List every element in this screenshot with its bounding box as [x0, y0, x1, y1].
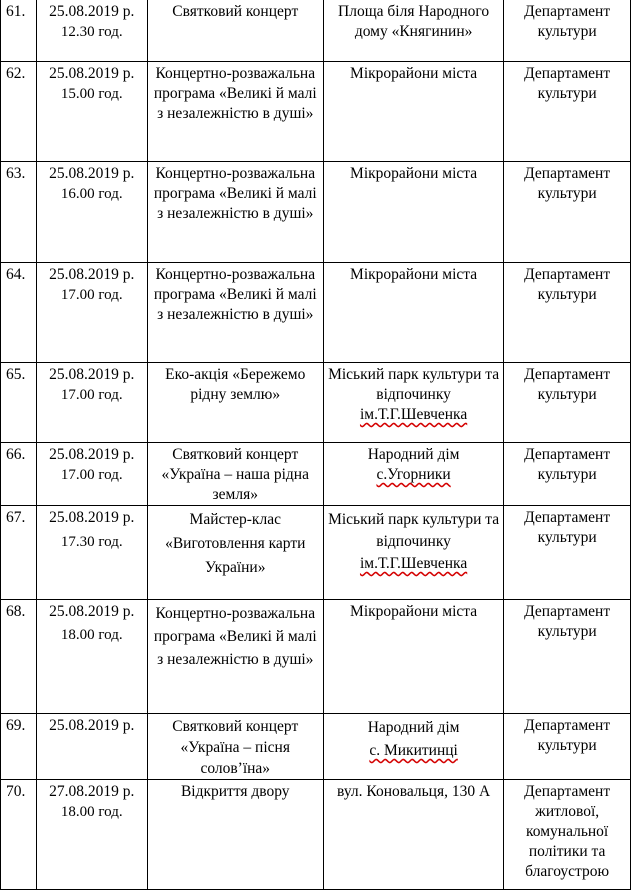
table-row: [1, 162, 631, 263]
row-number: 61.: [1, 0, 37, 62]
place-name: Народний дім: [367, 446, 460, 463]
organizer-cell: Департамент культури: [504, 363, 631, 443]
date-time-cell: [36, 363, 147, 443]
time: 17.00 год.: [60, 467, 123, 483]
date-time-cell: [36, 600, 147, 714]
date-time-cell: [36, 162, 147, 263]
organizer-cell: Департамент житлової, комунальної політики та благоустрою: [504, 780, 631, 890]
date: 25.08.2019 р.: [49, 509, 135, 526]
place-name: Народний дім: [367, 719, 460, 736]
date-time-cell: [36, 0, 147, 62]
date: 25.08.2019 р.: [49, 446, 135, 463]
place-detail: с.Угорники: [376, 466, 451, 483]
date-time-cell: [36, 714, 147, 780]
organizer-cell: Департамент культури: [504, 162, 631, 263]
row-number: 68.: [1, 600, 37, 714]
date: 25.08.2019 р.: [49, 366, 135, 383]
place-cell: Площа біля Народного дому «Княгинин»: [323, 0, 503, 62]
row-number: 70.: [1, 780, 37, 890]
place-cell: Мікрорайони міста: [323, 162, 503, 263]
date: 27.08.2019 р.: [49, 783, 135, 800]
place-name: Міський парк культури та відпочинку: [328, 511, 500, 550]
event-cell: Концертно-розважальна програма «Великі й малі з незалежністю в душі»: [147, 62, 323, 162]
table-row: [1, 600, 631, 714]
time: 18.00 год.: [60, 627, 123, 643]
row-number: 65.: [1, 363, 37, 443]
date-time-cell: [36, 506, 147, 600]
row-number: 62.: [1, 62, 37, 162]
date-time-cell: [36, 62, 147, 162]
time: 12.30 год.: [60, 24, 123, 40]
row-number: 66.: [1, 443, 37, 506]
place-cell: Мікрорайони міста: [323, 263, 503, 363]
place-cell: [323, 363, 503, 443]
event-cell: Святковий концерт «Україна – пісня солов’їна»: [147, 714, 323, 780]
organizer-cell: Департамент культури: [504, 0, 631, 62]
date: 25.08.2019 р.: [49, 65, 135, 82]
time: 15.00 год.: [60, 86, 123, 102]
place-cell: Мікрорайони міста: [323, 62, 503, 162]
organizer-cell: Департамент культури: [504, 600, 631, 714]
date: 25.08.2019 р.: [49, 717, 135, 734]
date: 25.08.2019 р.: [49, 165, 135, 182]
table-row: [1, 714, 631, 780]
table-row: [1, 363, 631, 443]
table-row: [1, 443, 631, 506]
date: 25.08.2019 р.: [49, 3, 135, 20]
table-row: [1, 62, 631, 162]
row-number: 67.: [1, 506, 37, 600]
event-cell: Концертно-розважальна програма «Великі й малі з незалежністю в душі»: [147, 162, 323, 263]
organizer-cell: Департамент культури: [504, 62, 631, 162]
time: 17.30 год.: [60, 534, 123, 550]
place-name: Міський парк культури та відпочинку: [328, 366, 500, 403]
row-number: 63.: [1, 162, 37, 263]
place-cell: вул. Коновальця, 130 А: [323, 780, 503, 890]
organizer-cell: Департамент культури: [504, 443, 631, 506]
organizer-cell: Департамент культури: [504, 714, 631, 780]
row-number: 64.: [1, 263, 37, 363]
organizer-cell: Департамент культури: [504, 263, 631, 363]
time: 17.00 год.: [60, 387, 123, 403]
place-detail: с. Микитинці: [369, 742, 458, 759]
place-detail: ім.Т.Г.Шевченка: [359, 406, 468, 423]
organizer-cell: Департамент культури: [504, 506, 631, 600]
place-cell: [323, 443, 503, 506]
event-cell: Концертно-розважальна програма «Великі й малі з незалежністю в душі»: [147, 263, 323, 363]
date-time-cell: [36, 780, 147, 890]
table-row: [1, 0, 631, 62]
event-cell: Майстер-клас «Виготовлення карти України»: [147, 506, 323, 600]
place-cell: [323, 506, 503, 600]
date: 25.08.2019 р.: [49, 266, 135, 283]
table-row: [1, 263, 631, 363]
place-cell: [323, 714, 503, 780]
place-detail: ім.Т.Г.Шевченка: [359, 555, 468, 572]
event-cell: Святковий концерт «Україна – наша рідна земля»: [147, 443, 323, 506]
table-row: [1, 506, 631, 600]
time: 17.00 год.: [60, 287, 123, 303]
date: 25.08.2019 р.: [49, 603, 135, 620]
event-cell: Еко-акція «Бережемо рідну землю»: [147, 363, 323, 443]
time: 18.00 год.: [60, 804, 123, 820]
date-time-cell: [36, 443, 147, 506]
date-time-cell: [36, 263, 147, 363]
time: 16.00 год.: [60, 186, 123, 202]
event-cell: Святковий концерт: [147, 0, 323, 62]
event-cell: Відкриття двору: [147, 780, 323, 890]
table-row: [1, 780, 631, 890]
place-cell: Мікрорайони міста: [323, 600, 503, 714]
event-cell: Концертно-розважальна програма «Великі й малі з незалежністю в душі»: [147, 600, 323, 714]
row-number: 69.: [1, 714, 37, 780]
